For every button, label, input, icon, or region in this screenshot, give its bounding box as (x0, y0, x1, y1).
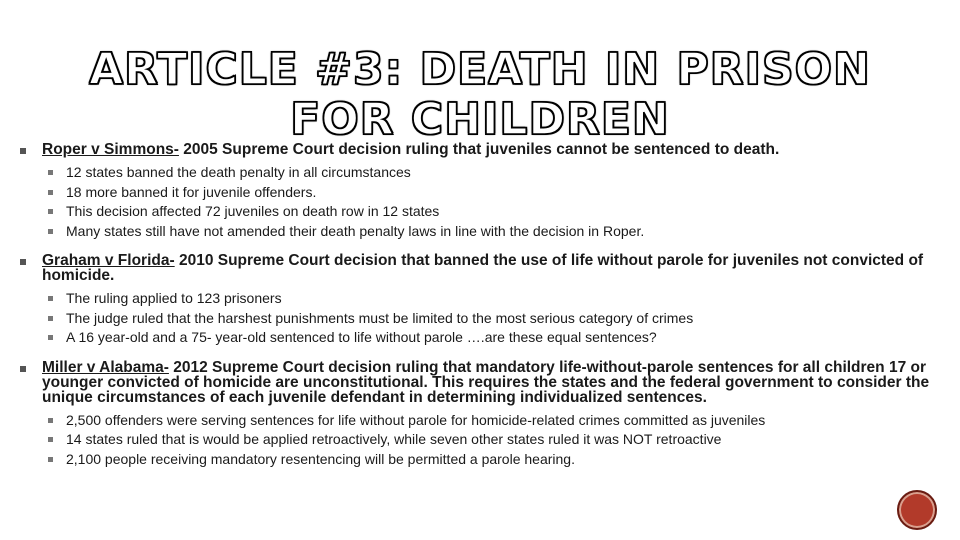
bullet-square-icon (48, 170, 53, 175)
decorative-seal-icon (897, 490, 937, 530)
slide-body (20, 142, 940, 481)
bullet-square-icon (48, 457, 53, 462)
bullet-square-icon (48, 316, 53, 321)
case-name: Miller v Alabama- (42, 358, 169, 376)
sub-bullet-list (42, 163, 940, 241)
bullet-square-icon (48, 229, 53, 234)
bullet-square-icon (48, 437, 53, 442)
section-graham (20, 253, 940, 348)
bullet-square-icon (48, 190, 53, 195)
section-heading (42, 360, 940, 405)
sub-bullet-list (42, 411, 940, 470)
section-heading (42, 253, 940, 283)
bullet-square-icon (48, 209, 53, 214)
list-item: 2,100 people receiving mandatory resentencing will be permitted a parole hearing. (42, 450, 940, 470)
list-item: Many states still have not amended their death penalty laws in line with the decision in Roper. (42, 222, 940, 242)
slide-title-line-2: FOR CHILDREN (290, 94, 670, 145)
list-item: The ruling applied to 123 prisoners (42, 289, 940, 309)
case-description: 2010 Supreme Court decision that banned the use of life without parole for juveniles not convicted of homicide. (42, 252, 924, 284)
list-item: 14 states ruled that is would be applied retroactively, while seven other states ruled it was NOT retroactive (42, 430, 940, 450)
section-roper (20, 142, 940, 241)
bullet-square-icon (48, 418, 53, 423)
case-description: 2012 Supreme Court decision ruling that mandatory life-without-parole sentences for all children 17 or younger convicted of homicide are unconstitutional. This requires the states and the federal government to consider the unique circumstances of each juvenile defendant in determining individualized sentences. (42, 358, 930, 406)
list-item: 18 more banned it for juvenile offenders. (42, 183, 940, 203)
bullet-square-icon (48, 296, 53, 301)
list-item: A 16 year-old and a 75- year-old sentenced to life without parole ….are these equal sentences? (42, 328, 940, 348)
case-name: Graham v Florida- (42, 252, 175, 269)
case-name: Roper v Simmons- (42, 141, 179, 158)
list-item: This decision affected 72 juveniles on death row in 12 states (42, 202, 940, 222)
case-description: 2005 Supreme Court decision ruling that juveniles cannot be sentenced to death. (178, 141, 780, 158)
slide-title-line-1: ARTICLE #3: DEATH IN PRISON (89, 44, 871, 95)
bullet-square-icon (20, 148, 26, 154)
bullet-square-icon (20, 259, 26, 265)
list-item: 2,500 offenders were serving sentences for life without parole for homicide-related crimes committed as juveniles (42, 411, 940, 431)
bullet-square-icon (20, 366, 26, 372)
bullet-square-icon (48, 335, 53, 340)
section-miller (20, 360, 940, 470)
sub-bullet-list (42, 289, 940, 348)
list-item: 12 states banned the death penalty in all circumstances (42, 163, 940, 183)
section-heading (42, 142, 940, 157)
list-item: The judge ruled that the harshest punishments must be limited to the most serious category of crimes (42, 309, 940, 329)
